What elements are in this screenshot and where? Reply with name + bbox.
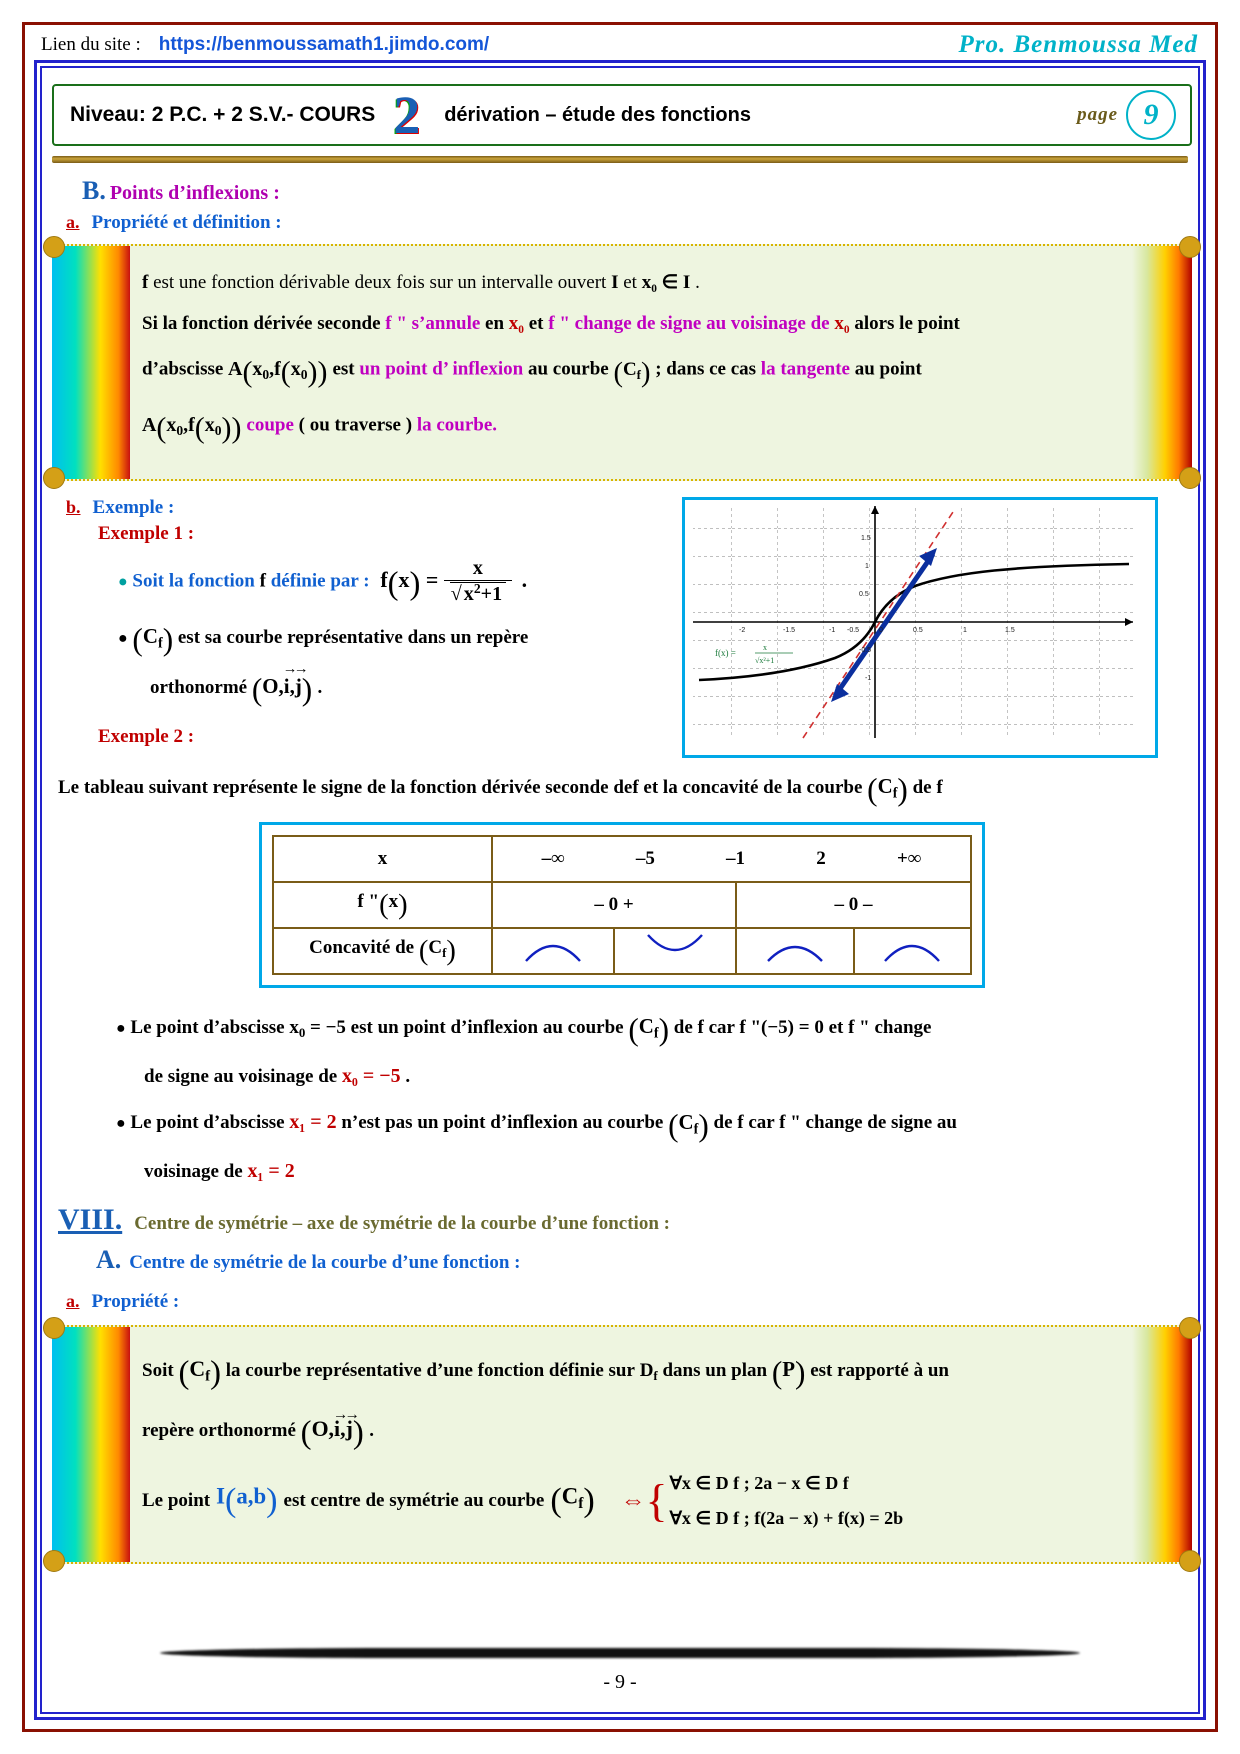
site-header <box>36 28 1204 62</box>
section-VIII-a-heading <box>66 1291 1192 1313</box>
point-A-expression: $A(x_0,f(x_0))$ <box>228 355 328 389</box>
text: alors le point <box>854 312 960 334</box>
text: . <box>405 1065 411 1087</box>
property-line-1 <box>142 270 1112 297</box>
x-minus-inf: –∞ <box>541 847 565 869</box>
table-row <box>273 882 971 928</box>
footer-page-number: - 9 - <box>603 1671 637 1693</box>
footer-shadow-bar <box>160 1648 1080 1658</box>
text: la courbe représentative d’une fonction définie sur <box>225 1360 635 1382</box>
graph-svg <box>685 500 1149 749</box>
gradient-right-bar <box>1132 1327 1192 1562</box>
x-2: 2 <box>816 847 826 869</box>
site-link-url[interactable]: https://benmoussamath1.jimdo.com/ <box>158 34 490 55</box>
svg-text:1.5: 1.5 <box>1005 626 1015 634</box>
example1-bullet-1 <box>118 557 672 606</box>
x1-value: x₁ = 2 <box>247 1160 295 1183</box>
text: Le point d’abscisse <box>130 1112 285 1134</box>
corner-dot <box>1179 236 1201 258</box>
svg-text:0.5: 0.5 <box>859 590 869 598</box>
svg-text:f(x) =: f(x) = <box>715 647 736 658</box>
text: de f car f "(−5) = 0 et f " change <box>673 1017 932 1039</box>
example1-bullet-2 <box>118 622 672 658</box>
text: dans un plan <box>662 1360 768 1382</box>
text: de f car f " change de signe au <box>713 1112 957 1134</box>
point-A-expression: $A(x_0,f(x_0))$ <box>142 411 242 445</box>
example-text-column <box>52 497 672 758</box>
svg-text:√x²+1: √x²+1 <box>755 655 775 665</box>
svg-text:-0.5: -0.5 <box>847 626 860 634</box>
text: . <box>369 1419 374 1441</box>
level-label: Niveau: 2 P.C. + 2 S.V.- COURS <box>70 103 376 126</box>
text: . <box>695 272 700 293</box>
logo-two: 2 <box>393 85 421 145</box>
text: d’abscisse <box>142 358 224 380</box>
svg-text:0.5: 0.5 <box>913 626 923 634</box>
curve-Cf: $(C_f)$ <box>178 1355 222 1392</box>
symmetry-line-1 <box>142 1351 1112 1397</box>
inflexion-point-phrase: un point d’ inflexion <box>359 358 524 380</box>
section-VIII-A-title: Centre de symétrie de la courbe d’une fonction : <box>129 1251 521 1273</box>
property-box-inflexion <box>52 244 1192 481</box>
svg-text:x: x <box>763 642 767 652</box>
svg-text:-0.5: -0.5 <box>859 646 872 654</box>
text: voisinage de <box>144 1161 243 1183</box>
corner-dot <box>43 1317 65 1339</box>
section-B-heading <box>82 176 1192 206</box>
svg-text:-2: -2 <box>739 626 746 634</box>
curve-Cf: $(C_f)$ <box>550 1482 595 1520</box>
symmetry-line-2 <box>142 1411 1112 1457</box>
x-plus-inf: +∞ <box>896 847 922 869</box>
x-minus-1: –1 <box>726 847 746 869</box>
property-line-2 <box>142 311 1112 338</box>
subject-title: dérivation – étude des fonctions <box>444 103 751 126</box>
text: repère orthonormé <box>142 1419 296 1441</box>
bullet-dot: ● <box>116 1020 126 1038</box>
text: ( ou traverse ) <box>298 414 413 436</box>
site-link-label: Lien du site : <box>41 34 141 55</box>
svg-text:-1: -1 <box>865 674 872 682</box>
property-line-4 <box>142 407 1112 449</box>
page-indicator <box>1077 90 1176 140</box>
property-line-3 <box>142 351 1112 393</box>
function-definition: f(x) = $\frac{x}{√x^2+1}$ . <box>380 556 528 605</box>
sign-change: change de signe au voisinage de <box>574 312 830 334</box>
example2-intro <box>58 772 1192 808</box>
x0: x₀ <box>834 312 850 334</box>
concavity-table <box>272 835 972 975</box>
cell-concavity-label: Concavité de $(C_f)$ <box>273 928 492 974</box>
text: ; dans ce cas <box>655 358 757 380</box>
page-number-circle: 9 <box>1126 90 1176 140</box>
section-VIII-A-heading <box>96 1245 1192 1275</box>
coupe-word: coupe <box>246 414 294 436</box>
x0-value: x₀ = −5 <box>341 1064 401 1087</box>
f-symbol: f <box>632 777 639 799</box>
tangent-phrase: la tangente <box>760 358 850 380</box>
condition-2: ∀x ∈ D f ; f(2a − x) + f(x) = 2b <box>669 1508 904 1529</box>
cell-x-label: x <box>273 836 492 882</box>
section-VIII-heading <box>58 1203 1192 1237</box>
text: de signe au voisinage de <box>144 1065 338 1087</box>
section-B-marker: B. <box>82 176 106 205</box>
graph-figure <box>682 497 1158 758</box>
section-VIII-a-marker: a. <box>66 1290 80 1311</box>
text: et la concavité de la courbe <box>643 777 863 799</box>
text: Si la fonction dérivée seconde <box>142 312 381 334</box>
text: est <box>332 358 355 380</box>
svg-text:-1.5: -1.5 <box>783 626 796 634</box>
list-item <box>116 1101 1192 1150</box>
list-item-cont <box>144 1156 1192 1187</box>
orthonormal-frame: (O,i →,j →) <box>252 674 318 698</box>
f-second-vanishes: f " s’annule <box>385 312 481 334</box>
text: est sa courbe représentative dans un repère <box>177 627 529 649</box>
subsection-a-title: Propriété et définition : <box>91 212 282 233</box>
x-minus-5: –5 <box>635 847 655 869</box>
corner-dot <box>43 1550 65 1572</box>
x0: x₀ <box>508 312 524 334</box>
list-item <box>116 1006 1192 1055</box>
professor-name: Pro. Benmoussa Med <box>958 31 1198 58</box>
subsection-b-marker: b. <box>66 496 81 517</box>
cell-fsecond-left: – 0 + <box>492 882 736 928</box>
corner-dot <box>1179 467 1201 489</box>
text: en <box>485 312 505 334</box>
subsection-a-marker: a. <box>66 212 80 232</box>
gradient-left-bar <box>52 246 130 479</box>
title-bar <box>52 84 1192 146</box>
list-item-cont <box>144 1061 1192 1092</box>
domain-Df: $D_f$ <box>639 1360 658 1383</box>
text: et <box>528 312 544 334</box>
property-box-symmetry <box>52 1325 1192 1564</box>
bullet-dot: ● <box>118 630 128 648</box>
cell-concavity-left <box>492 928 736 974</box>
example-section <box>52 497 1192 758</box>
f-second: f " <box>548 312 570 334</box>
orthonormal-frame: (O,i →,j →) <box>301 1417 370 1441</box>
fn-symbol: f <box>142 272 149 293</box>
condition-1: ∀x ∈ D f ; 2a − x ∈ D f <box>669 1473 849 1494</box>
subsection-b-heading <box>66 497 672 519</box>
gradient-right-bar <box>1132 246 1192 479</box>
document-content <box>52 176 1192 1564</box>
symmetry-line-3: Le point I(a,b) est centre de symétrie au courbe $(C_f)$ ⇔ { ∀x ∈ D f ; 2a − x ∈ D f ∀x ∈ D f ; f(2a − x) + f(x) = 2b <box>142 1471 1112 1532</box>
text: Soit la fonction <box>132 570 255 592</box>
svg-text:1.5: 1.5 <box>861 534 871 542</box>
curve-Cf: $(C_f)$ <box>867 771 908 807</box>
text: est une fonction dérivable deux fois sur un intervalle ouvert <box>153 272 607 293</box>
text: Soit <box>142 1360 174 1382</box>
x1-value: x₁ = 2 <box>289 1111 337 1134</box>
equivalence-symbol: ⇔ <box>620 1487 646 1515</box>
cell-x-values <box>492 836 971 882</box>
shape-concave-down <box>737 929 855 973</box>
conclusions-list <box>116 1006 1192 1187</box>
corner-dot <box>1179 1317 1201 1339</box>
example2-title: Exemple 2 : <box>98 726 195 748</box>
shape-concave-down <box>855 929 971 973</box>
text: Le point d’abscisse <box>130 1017 285 1039</box>
table-row <box>273 928 971 974</box>
point-I: I(a,b) <box>216 1482 278 1520</box>
concavity-table-container <box>259 822 985 988</box>
curve-Cf: $(C_f)$ <box>613 356 651 388</box>
section-VIII-marker: VIII. <box>58 1202 123 1236</box>
section-VIII-title: Centre de symétrie – axe de symétrie de la courbe d’une fonction : <box>134 1212 670 1234</box>
conditions-group <box>670 1471 904 1532</box>
text: . <box>317 677 323 699</box>
interval-symbol: I <box>611 272 619 293</box>
example1-bullet-2b <box>150 672 672 708</box>
text: est centre de symétrie au courbe <box>283 1490 545 1512</box>
gold-divider <box>52 156 1188 163</box>
corner-dot <box>43 236 65 258</box>
text: et <box>623 272 637 293</box>
la-courbe: la courbe. <box>416 414 498 436</box>
bullet-dot: ● <box>118 573 128 591</box>
text: Le point <box>142 1490 211 1512</box>
text: au courbe <box>527 358 609 380</box>
text: est un point d’inflexion au courbe <box>350 1017 624 1039</box>
shape-concave-down <box>493 929 615 973</box>
curve-Cf: $(C_f)$ <box>628 1011 670 1047</box>
plane-P: (P) <box>771 1354 806 1390</box>
text: orthonormé <box>150 677 248 699</box>
bullet-dot: ● <box>116 1115 126 1133</box>
text: n’est pas un point d’inflexion au courbe <box>341 1112 664 1134</box>
x0-value: $x_0 = -5$ <box>289 1017 346 1040</box>
page-word: page <box>1077 104 1118 125</box>
svg-text:1: 1 <box>865 562 869 570</box>
text: au point <box>854 358 922 380</box>
gradient-left-bar <box>52 1327 130 1562</box>
subsection-a-heading <box>66 212 1192 234</box>
subsection-b-title: Exemple : <box>92 496 175 518</box>
corner-dot <box>1179 1550 1201 1572</box>
corner-dot <box>43 467 65 489</box>
curve-Cf: $(C_f)$ <box>668 1107 709 1143</box>
table-row <box>273 836 971 882</box>
cell-fsecond-right: – 0 – <box>736 882 971 928</box>
cell-fsecond-label: f "(x) <box>273 882 492 928</box>
f-symbol: f <box>259 570 266 592</box>
text: définie par : <box>270 570 370 592</box>
cell-concavity-right <box>736 928 971 974</box>
example1-title: Exemple 1 : <box>98 522 195 544</box>
svg-text:1: 1 <box>963 626 967 634</box>
section-VIII-a-title: Propriété : <box>91 1290 180 1312</box>
x0-in-I: x₀ ∈ I <box>641 272 691 293</box>
shape-concave-up <box>615 929 735 973</box>
section-B-title: Points d’inflexions : <box>109 182 280 204</box>
text: Le tableau suivant représente le signe de la fonction dérivée seconde de <box>58 777 633 799</box>
svg-text:-1: -1 <box>829 626 836 634</box>
text: est rapporté à un <box>810 1360 950 1382</box>
svg-text:0: 0 <box>879 626 883 634</box>
text: de f <box>912 777 943 799</box>
curve-Cf: $(C_f)$ <box>132 622 174 658</box>
section-VIII-A-marker: A. <box>96 1244 122 1274</box>
